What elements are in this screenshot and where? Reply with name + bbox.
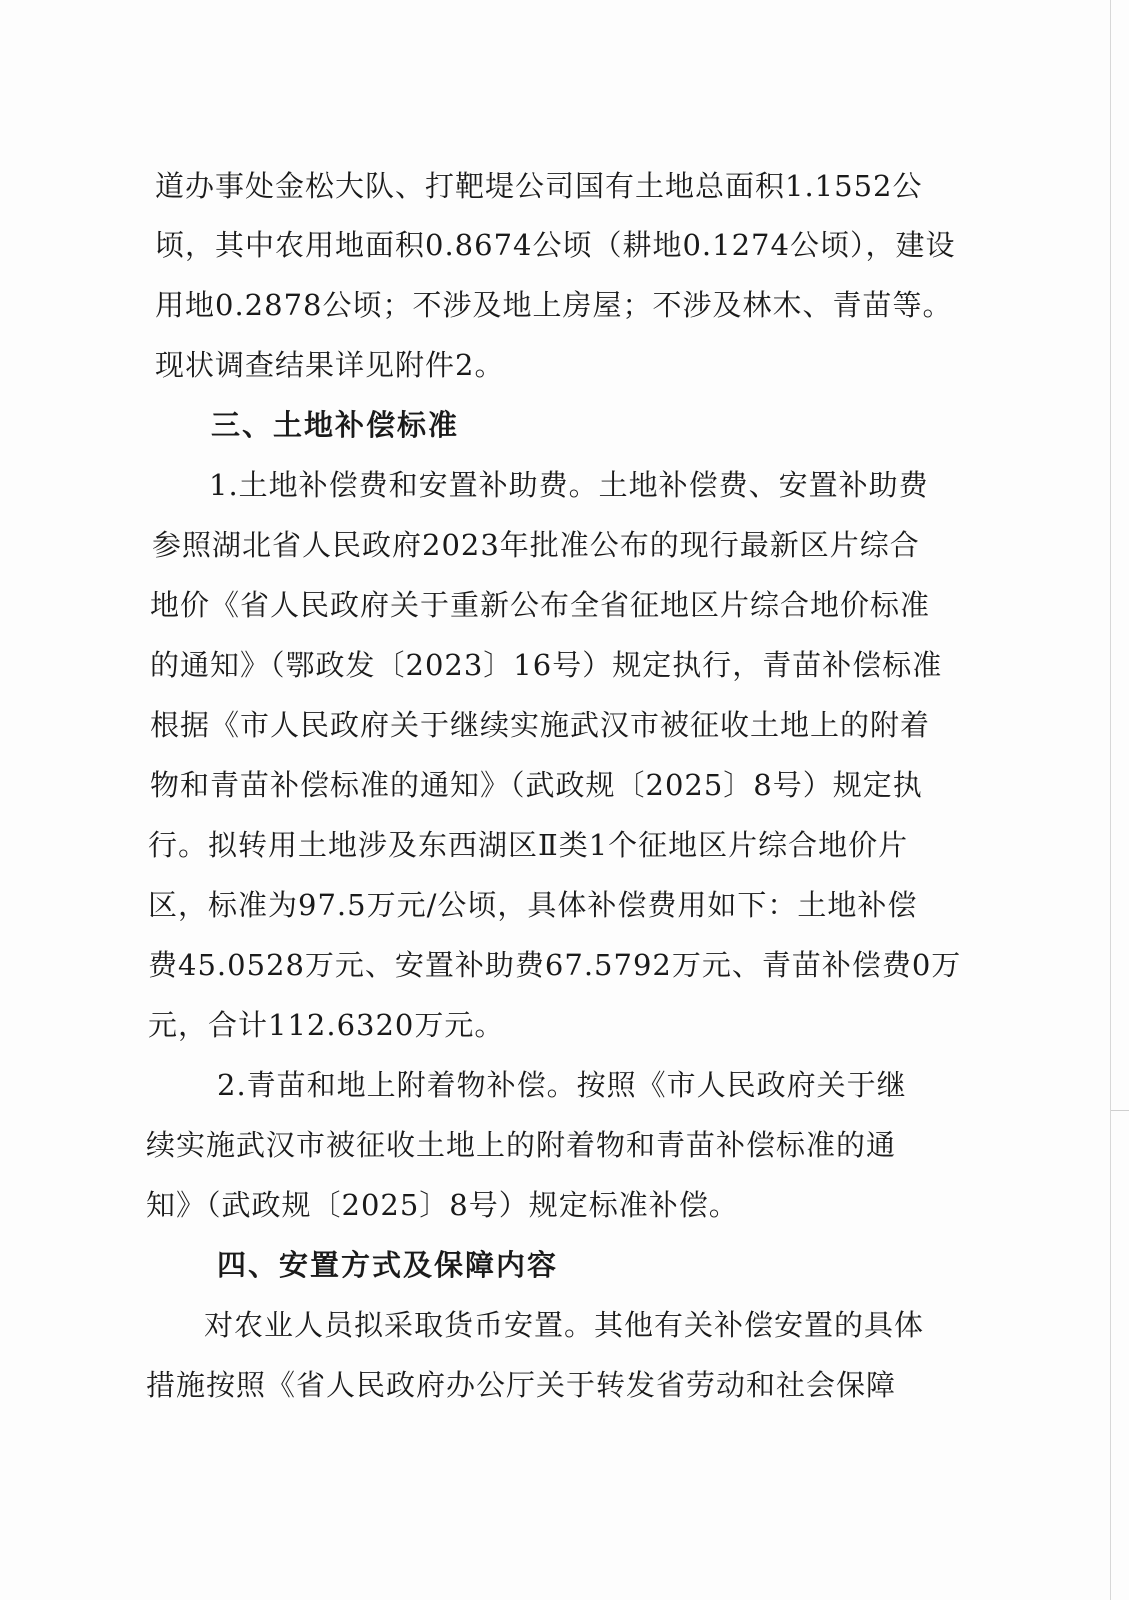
body-line-21: 措施按照《省人民政府办公厅关于转发省劳动和社会保障	[146, 1368, 897, 1402]
body-line-16: 2.青苗和地上附着物补偿。按照《市人民政府关于继	[217, 1068, 907, 1102]
body-line-12: 行。拟转用土地涉及东西湖区Ⅱ类1个征地区片综合地价片	[148, 828, 909, 862]
body-line-13: 区，标准为97.5万元/公顷，具体补偿费用如下：土地补偿	[148, 888, 918, 922]
section-heading-3: 三、土地补偿标准	[211, 408, 460, 442]
body-line-17: 续实施武汉市被征收土地上的附着物和青苗补偿标准的通	[146, 1128, 897, 1162]
body-line-14: 费45.0528万元、安置补助费67.5792万元、青苗补偿费0万	[148, 948, 962, 982]
body-line-15: 元，合计112.6320万元。	[148, 1008, 505, 1042]
body-line-18: 知》（武政规〔2025〕8号）规定标准补偿。	[146, 1188, 739, 1222]
body-line-20: 对农业人员拟采取货币安置。其他有关补偿安置的具体	[204, 1308, 925, 1342]
body-line-7: 参照湖北省人民政府2023年批准公布的现行最新区片综合	[152, 528, 920, 562]
body-line-1: 道办事处金松大队、打靶堤公司国有土地总面积1.1552公	[155, 169, 923, 203]
body-line-4: 现状调查结果详见附件2。	[155, 348, 505, 382]
body-line-9: 的通知》（鄂政发〔2023〕16号）规定执行，青苗补偿标准	[150, 648, 943, 682]
body-line-8: 地价《省人民政府关于重新公布全省征地区片综合地价标准	[150, 588, 931, 622]
body-line-2: 顷，其中农用地面积0.8674公顷（耕地0.1274公顷），建设	[155, 228, 956, 262]
body-line-3: 用地0.2878公顷；不涉及地上房屋；不涉及林木、青苗等。	[155, 288, 953, 322]
body-line-11: 物和青苗补偿标准的通知》（武政规〔2025〕8号）规定执	[150, 768, 923, 802]
body-line-6: 1.土地补偿费和安置补助费。土地补偿费、安置补助费	[209, 468, 929, 502]
section-heading-4: 四、安置方式及保障内容	[217, 1248, 559, 1282]
body-line-10: 根据《市人民政府关于继续实施武汉市被征收土地上的附着	[150, 708, 931, 742]
